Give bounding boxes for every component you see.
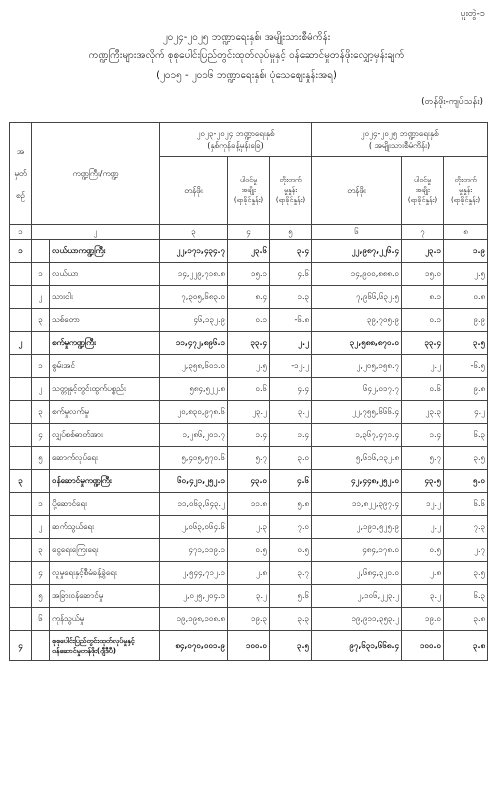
row-share-1: ၅.၇ (228, 447, 270, 470)
header-share-1: ပါဝင်မှု အချိုး (ရာခိုင်နှုန်း) (228, 157, 270, 225)
row-growth-1: ၅.၈ (270, 493, 312, 516)
column-number: ၆ (312, 225, 402, 240)
row-sector-name: စွမ်းအင် (50, 355, 160, 378)
row-serial: ၃ (10, 470, 32, 493)
row-value-1: ၁၁,၄၇၂,၈၉၆.၁ (160, 332, 228, 355)
row-growth-1: ၃.၄ (270, 240, 312, 263)
row-value-1: ၄၇၁,၁၁၉.၁ (160, 539, 228, 562)
row-value-2: ၆၄၂,၀၁၇.၇ (312, 378, 402, 401)
row-sub-number: ၅ (32, 447, 50, 470)
row-sub-number: ၃ (32, 309, 50, 332)
row-value-1: ၂၀,၈၃၀,၉၇၈.၆ (160, 401, 228, 424)
row-share-1: ၁၅.၁ (228, 263, 270, 286)
row-value-1: ၂,၀၆၃,၀၆၄.၆ (160, 516, 228, 539)
row-sub-number: ၁ (32, 493, 50, 516)
row-sector-name: ပို့ဆောင်ရေး (50, 493, 160, 516)
row-value-1: ၁၄,၂၂၉,၇၁၈.၈ (160, 263, 228, 286)
row-value-2: ၃၉,၇၀၅.၉ (312, 309, 402, 332)
row-sector-name: လျှပ်စစ်ဓာတ်အား (50, 424, 160, 447)
row-growth-1: ၃.၇ (270, 562, 312, 585)
row-share-2: ၁၅.၀ (402, 263, 444, 286)
row-serial (10, 263, 32, 286)
row-value-2: ၃၂,၅၈၈,၈၇၀.၀ (312, 332, 402, 355)
row-sector-name: အခြားဝန်ဆောင်မှု (50, 585, 160, 608)
row-growth-1: ၁.၄ (270, 424, 312, 447)
row-value-2: ၂,၂၀၅,၁၅၈.၇ (312, 355, 402, 378)
row-share-2: ၀.၁ (402, 309, 444, 332)
row-share-1: ၃၃.၄ (228, 332, 270, 355)
row-growth-2: ၃.၅ (444, 447, 488, 470)
row-serial (10, 424, 32, 447)
row-share-2: ၂၃.၃ (402, 401, 444, 424)
row-sub-number: ၅ (32, 585, 50, 608)
annex-label: ပူးတွဲ-၁ (460, 9, 485, 19)
row-growth-2: ၂.၅ (444, 263, 488, 286)
row-sub-number: ၄ (32, 424, 50, 447)
row-value-2: ၁၉,၉၁၁,၃၅၃.၂ (312, 608, 402, 631)
row-value-1: ၇,၃၀၅,၆၈၃.၀ (160, 286, 228, 309)
row-serial (10, 286, 32, 309)
row-sub-number (32, 631, 50, 661)
row-growth-1: ၁.၃ (270, 286, 312, 309)
table-row (10, 332, 488, 355)
row-serial: ၁ (10, 240, 32, 263)
row-value-2: ၅,၆၁၆,၁၃၂.၈ (312, 447, 402, 470)
table-row (10, 355, 488, 378)
row-value-1: ၆၀,၄၂၁,၂၅၂.၁ (160, 470, 228, 493)
table-row (10, 631, 488, 661)
row-growth-1: ၇.၀ (270, 516, 312, 539)
title-line-2: ကဏ္ဍကြီးများအလိုက် စုစုပေါင်းပြည်တွင်းထုတ်လုပ်မှုနှင့် ဝန်ဆောင်မှုတန်ဖိုးလျှော့မှန်းချက် (88, 50, 405, 61)
row-sub-number: ၃ (32, 401, 50, 424)
row-value-1: ၁,၂၈၆,၂၀၁.၇ (160, 424, 228, 447)
row-growth-1: ၂.၂ (270, 332, 312, 355)
row-share-1: ၂၃.၂ (228, 401, 270, 424)
row-growth-1: ၅.၆ (270, 585, 312, 608)
row-value-2: ၁၁,၈၂၂,၃၉၇.၄ (312, 493, 402, 516)
row-share-1: ၁.၄ (228, 424, 270, 447)
row-growth-1: ၄.၄ (270, 378, 312, 401)
row-growth-1: ၄.၆ (270, 470, 312, 493)
row-share-2: ၃၃.၄ (402, 332, 444, 355)
table-row (10, 424, 488, 447)
table-row (10, 608, 488, 631)
row-growth-2: ၄.၂ (444, 401, 488, 424)
row-sub-number: ၂ (32, 378, 50, 401)
row-share-1: ၂.၈ (228, 562, 270, 585)
row-growth-2: ၇.၃ (444, 516, 488, 539)
row-serial: ၂ (10, 332, 32, 355)
row-share-2: ၁.၄ (402, 424, 444, 447)
row-serial (10, 401, 32, 424)
row-value-2: ၂,၁၉၁,၅၂၅.၉ (312, 516, 402, 539)
row-growth-2: ၁.၉ (444, 240, 488, 263)
table-row (10, 447, 488, 470)
row-growth-2: -၆.၅ (444, 355, 488, 378)
row-share-2: ၁၀၀.၀ (402, 631, 444, 661)
row-value-1: ၁၁,၀၆၃,၆၄၃.၂ (160, 493, 228, 516)
row-sector-name: လယ်ယာကဏ္ဍကြီး (50, 240, 160, 263)
table-row (10, 539, 488, 562)
table-row (10, 401, 488, 424)
row-value-1: ၂,၃၅၈,၆၀၁.၀ (160, 355, 228, 378)
row-growth-1: ၃.၀ (270, 447, 312, 470)
header-value-1: တန်ဖိုး (160, 157, 228, 225)
row-value-1: ၂၂,၁၇၁,၄၃၄.၇ (160, 240, 228, 263)
header-growth-1: တိုးတက် မှုနှုန်း (ရာခိုင်နှုန်း) (270, 157, 312, 225)
row-growth-2: ၆.၃ (444, 424, 488, 447)
row-share-2: ၅.၇ (402, 447, 444, 470)
title-line-1: ၂၀၂၄-၂၀၂၅ ဘဏ္ဍာရေးနှစ်၊ အမျိုးသားစီမံကိန်း (162, 32, 331, 43)
row-growth-2: ၃.၈ (444, 608, 488, 631)
row-share-1: ၁၁.၈ (228, 493, 270, 516)
row-value-1: ၁၉,၁၉၈,၁၀၈.၈ (160, 608, 228, 631)
row-share-1: ၀.၆ (228, 378, 270, 401)
row-sub-number: ၄ (32, 562, 50, 585)
row-sector-name: သစ်တော (50, 309, 160, 332)
row-share-1: ၁၉.၃ (228, 608, 270, 631)
row-share-2: ၁၉.၀ (402, 608, 444, 631)
row-share-1: ၀.၁ (228, 309, 270, 332)
row-sub-number (32, 240, 50, 263)
row-growth-1: ၃.၃ (270, 608, 312, 631)
column-number: ၅ (270, 225, 312, 240)
row-share-2: ၁၂.၂ (402, 493, 444, 516)
row-value-1: ၈၄,၀၇၀,၀၀၁.၉ (160, 631, 228, 661)
row-share-1: ၃.၂ (228, 585, 270, 608)
header-growth-2: တိုးတက် မှုနှုန်း (ရာခိုင်နှုန်း) (444, 157, 488, 225)
row-value-2: ၉၇,၆၃၁,၆၆၈.၄ (312, 631, 402, 661)
row-share-2: ၃.၂ (402, 585, 444, 608)
row-sub-number: ၂ (32, 516, 50, 539)
row-serial (10, 309, 32, 332)
row-share-1: ၀.၅ (228, 539, 270, 562)
row-sub-number: ၆ (32, 608, 50, 631)
row-growth-1: ၀.၅ (270, 539, 312, 562)
row-growth-2: ၃.၈ (444, 631, 488, 661)
column-number: ၃ (160, 225, 228, 240)
row-sector-name: စက်မှုလက်မှု (50, 401, 160, 424)
table-row (10, 562, 488, 585)
row-serial (10, 516, 32, 539)
row-growth-2: ၆.၃ (444, 585, 488, 608)
row-value-2: ၁,၃၆၇,၄၇၁.၄ (312, 424, 402, 447)
row-value-1: ၄၆,၁၃၂.၉ (160, 309, 228, 332)
row-growth-2: ၂.၇ (444, 539, 488, 562)
row-value-1: ၅,၄၀၅,၅၇၀.၆ (160, 447, 228, 470)
row-growth-1: ၄.၆ (270, 263, 312, 286)
row-growth-2: ၉.၈ (444, 378, 488, 401)
row-share-2: ၀.၅ (402, 539, 444, 562)
row-growth-2: ၆.၆ (444, 493, 488, 516)
table-row (10, 263, 488, 286)
row-value-2: ၇,၉၆၆,၆၃၂.၅ (312, 286, 402, 309)
row-sub-number: ၂ (32, 286, 50, 309)
row-share-1: ၂၃.၆ (228, 240, 270, 263)
row-share-2: ၄၃.၅ (402, 470, 444, 493)
unit-note: (တန်ဖိုး-ကျပ်သန်း) (421, 97, 483, 107)
row-share-1: ၁၀၀.၀ (228, 631, 270, 661)
column-number: ၂ (32, 225, 160, 240)
row-sector-name: ဆောက်လုပ်ရေး (50, 447, 160, 470)
row-share-1: ၂.၅ (228, 355, 270, 378)
row-sector-name: သားငါး (50, 286, 160, 309)
row-share-2: ၂.၂ (402, 355, 444, 378)
row-growth-1: ၃.၅ (270, 631, 312, 661)
table-row (10, 378, 488, 401)
header-share-2: ပါဝင်မှု အချိုး (ရာခိုင်နှုန်း) (402, 157, 444, 225)
row-growth-2: ၉.၉ (444, 309, 488, 332)
gdp-table (9, 122, 488, 661)
table-row (10, 309, 488, 332)
row-value-2: ၄၈၄,၁၇၈.၀ (312, 539, 402, 562)
row-growth-2: ၃.၅ (444, 562, 488, 585)
row-sub-number (32, 332, 50, 355)
row-growth-2: ၀.၈ (444, 286, 488, 309)
row-sector-name: သတ္တုနှင့်တွင်းထွက်ပစ္စည်း (50, 378, 160, 401)
row-value-2: ၂,၁၀၆,၂၂၃.၂ (312, 585, 402, 608)
row-share-2: ၂.၈ (402, 562, 444, 585)
row-serial (10, 539, 32, 562)
row-share-2: ၈.၁ (402, 286, 444, 309)
header-sector: ကဏ္ဍကြီး/ကဏ္ဍ (32, 123, 160, 225)
row-sector-name: ဆက်သွယ်ရေး (50, 516, 160, 539)
row-sub-number (32, 470, 50, 493)
column-number: ၈ (444, 225, 488, 240)
row-share-1: ၈.၄ (228, 286, 270, 309)
table-row (10, 516, 488, 539)
row-sub-number: ၁ (32, 355, 50, 378)
row-serial: ၄ (10, 631, 32, 661)
row-serial (10, 355, 32, 378)
table-row (10, 286, 488, 309)
row-serial (10, 378, 32, 401)
row-value-1: ၂,၀၂၅,၂၀၄.၁ (160, 585, 228, 608)
column-number: ၄ (228, 225, 270, 240)
row-share-2: ၂၃.၁ (402, 240, 444, 263)
row-sector-name: ကုန်သွယ်မှု (50, 608, 160, 631)
row-serial (10, 562, 32, 585)
table-row (10, 585, 488, 608)
table-row (10, 240, 488, 263)
row-growth-2: ၅.၀ (444, 470, 488, 493)
table-row (10, 493, 488, 516)
row-value-2: ၂၂,၉၈၇,၂၂၆.၄ (312, 240, 402, 263)
row-serial (10, 608, 32, 631)
column-number: ၁ (10, 225, 32, 240)
header-period-1: ၂၀၂၃-၂၀၂၄ ဘဏ္ဍာရေးနှစ် (နှစ်ကုန်ခန့်မှန်းခြေ) (160, 123, 312, 157)
row-sector-name: စုစုပေါင်းပြည်တွင်းထုတ်လုပ်မှုနှင့်ဝန်ဆောင်မှုတန်ဖိုး(ဂျီဒီပီ) (50, 631, 160, 661)
row-sector-name: ငွေရေးကြေးရေး (50, 539, 160, 562)
row-share-1: ၄၃.၀ (228, 470, 270, 493)
row-serial (10, 585, 32, 608)
row-growth-2: ၃.၅ (444, 332, 488, 355)
row-sub-number: ၁ (32, 263, 50, 286)
row-share-2: ၀.၆ (402, 378, 444, 401)
row-value-1: ၂,၅၄၄,၇၁၂.၁ (160, 562, 228, 585)
column-number: ၇ (402, 225, 444, 240)
row-sector-name: ဝန်ဆောင်မှုကဏ္ဍကြီး (50, 470, 160, 493)
row-growth-1: ၃.၂ (270, 401, 312, 424)
row-growth-1: -၁၂.၂ (270, 355, 312, 378)
header-period-2: ၂၀၂၄-၂၀၂၅ ဘဏ္ဍာရေးနှစ် ( အမျိုးသားစီမံကိန်း) (312, 123, 488, 157)
header-value-2: တန်ဖိုး (312, 157, 402, 225)
row-growth-1: -၆.၈ (270, 309, 312, 332)
row-share-2: ၂.၂ (402, 516, 444, 539)
row-value-2: ၁၄,၉၀၀,၈၈၈.၀ (312, 263, 402, 286)
row-sector-name: လူမှုရေးနှင့်စီမံခန့်ခွဲရေး (50, 562, 160, 585)
row-serial (10, 447, 32, 470)
row-value-1: ၅၈၄,၅၂၂.၈ (160, 378, 228, 401)
row-value-2: ၄၂,၄၄၈,၂၅၂.၀ (312, 470, 402, 493)
row-serial (10, 493, 32, 516)
title-line-3: (၂၀၁၅ - ၂၀၁၆ ဘဏ္ဍာရေးနှစ်၊ ပုံသေဈေးနှုန်းအရ) (156, 70, 337, 81)
row-share-1: ၂.၃ (228, 516, 270, 539)
table-row (10, 470, 488, 493)
header-serial: အ မှတ် စဉ် (10, 123, 32, 225)
row-sector-name: စက်မှုကဏ္ဍကြီး (50, 332, 160, 355)
row-value-2: ၂,၆၈၄,၃၂၀.၀ (312, 562, 402, 585)
row-sub-number: ၃ (32, 539, 50, 562)
row-sector-name: လယ်ယာ (50, 263, 160, 286)
row-value-2: ၂၂,၇၅၅,၆၆၆.၄ (312, 401, 402, 424)
table-body (10, 240, 488, 661)
